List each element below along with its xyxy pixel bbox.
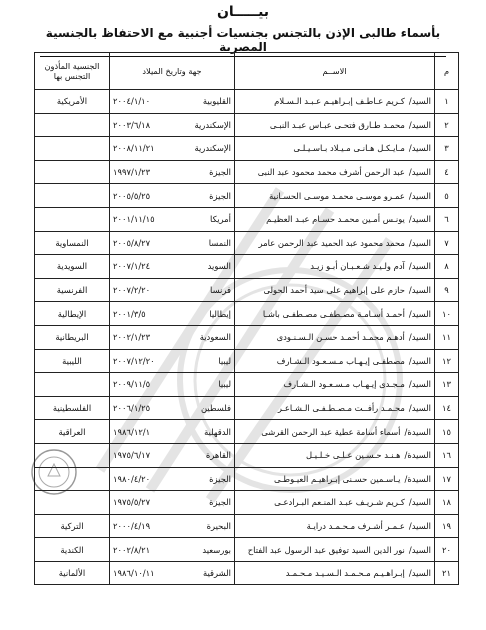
row-name: مصطفـى إيـهـاب مـسـعـود الـشـارف xyxy=(276,355,405,366)
row-birth-place: الدقهلية xyxy=(204,426,231,437)
row-name-cell xyxy=(235,231,435,255)
row-birth-place: الجيزة xyxy=(209,190,231,201)
table-row xyxy=(35,443,459,467)
row-name: محمـد طـارق فتحـى عبـاس عبـد النبـى xyxy=(269,119,405,130)
row-name-cell xyxy=(235,467,435,491)
row-name: محمد محمود عبد الحميد عبد الرحمن عامر xyxy=(258,237,405,248)
row-number: ١٥ xyxy=(435,420,459,444)
row-nationality: الألمانية xyxy=(35,561,110,585)
col-header-birth: جهة وتاريخ الميلاد xyxy=(110,53,235,90)
row-honorific: السيد/ xyxy=(408,403,431,414)
row-birth-place: الإسكندرية xyxy=(194,119,231,130)
row-nationality: الإيطالية xyxy=(35,302,110,326)
row-birth-date: ٢٠٠٢/١/٢٣ xyxy=(113,332,151,343)
row-nationality: الكندية xyxy=(35,538,110,562)
row-name: أسماء أسامة عطية عبد الرحمن القرشى xyxy=(261,426,401,437)
row-birth-cell xyxy=(110,514,235,538)
row-honorific: السيد/ xyxy=(408,167,431,178)
row-birth-date: ٢٠٠٤/١/١٠ xyxy=(113,96,151,107)
row-birth-cell xyxy=(110,420,235,444)
row-birth-cell xyxy=(110,561,235,585)
row-honorific: السيدة/ xyxy=(404,473,431,484)
row-number: ١ xyxy=(435,90,459,114)
row-honorific: السيد/ xyxy=(408,332,431,343)
row-nationality: الليبية xyxy=(35,349,110,373)
row-birth-date: ٢٠٠٣/٦/١٨ xyxy=(113,119,151,130)
table-row xyxy=(35,113,459,137)
row-number: ٩ xyxy=(435,278,459,302)
table-row xyxy=(35,373,459,397)
row-birth-date: ١٩٨٦/١٢/١ xyxy=(113,426,151,437)
table-header-row xyxy=(35,53,459,90)
row-birth-cell xyxy=(110,207,235,231)
row-honorific: السيد/ xyxy=(408,119,431,130)
row-number: ٣ xyxy=(435,137,459,161)
row-nationality: الفلسطينية xyxy=(35,396,110,420)
table-row xyxy=(35,231,459,255)
row-birth-date: ١٩٨٦/١٠/١١ xyxy=(113,568,155,579)
row-birth-cell xyxy=(110,184,235,208)
row-name: أحمـد أسـامـة مصـطفـى مصـطفـى باشـا xyxy=(262,308,405,319)
table-row xyxy=(35,184,459,208)
row-nationality xyxy=(35,207,110,231)
row-birth-cell xyxy=(110,113,235,137)
row-name-cell xyxy=(235,90,435,114)
row-birth-place: فرنسا xyxy=(210,285,231,296)
row-nationality xyxy=(35,137,110,161)
row-birth-cell xyxy=(110,349,235,373)
row-honorific: السيد/ xyxy=(408,237,431,248)
table-row xyxy=(35,325,459,349)
row-number: ١٤ xyxy=(435,396,459,420)
table-row xyxy=(35,514,459,538)
row-nationality: الأمريكية xyxy=(35,90,110,114)
row-name-cell xyxy=(235,207,435,231)
row-number: ٤ xyxy=(435,160,459,184)
table-row xyxy=(35,278,459,302)
row-birth-cell xyxy=(110,396,235,420)
row-birth-place: القليوبية xyxy=(202,96,231,107)
row-birth-date: ٢٠٠٨/١١/٢١ xyxy=(113,143,155,154)
row-name-cell xyxy=(235,443,435,467)
row-name: محـمـد رأفــت مـصـطـفـى الـشـاعـر xyxy=(277,403,405,414)
row-birth-place: السعودية xyxy=(199,332,231,343)
row-name-cell xyxy=(235,396,435,420)
row-name: إبـراهـيـم مـحـمـد الـسـيـد مـحـمـد xyxy=(285,568,405,579)
row-birth-cell xyxy=(110,443,235,467)
row-birth-date: ٢٠٠٢/٨/٢١ xyxy=(113,544,151,555)
row-name: نور الدين السيد توفيق عبد الرسول عبد الفتاح xyxy=(247,544,405,555)
row-number: ٢٠ xyxy=(435,538,459,562)
row-name-cell xyxy=(235,373,435,397)
row-honorific: السيد/ xyxy=(408,520,431,531)
row-nationality xyxy=(35,467,110,491)
table-row xyxy=(35,90,459,114)
row-nationality: النمساوية xyxy=(35,231,110,255)
row-number: ٦ xyxy=(435,207,459,231)
row-name: مـايـكـل هـانـى مـيـلاد بـاسـيـلـى xyxy=(293,143,405,154)
row-nationality xyxy=(35,160,110,184)
row-number: ٧ xyxy=(435,231,459,255)
row-honorific: السيد/ xyxy=(408,497,431,508)
row-nationality: السويدية xyxy=(35,255,110,279)
row-name-cell xyxy=(235,491,435,515)
table-row xyxy=(35,538,459,562)
row-number: ١٦ xyxy=(435,443,459,467)
row-birth-place: الجيزة xyxy=(209,497,231,508)
row-name: عمـرو موسـى محمـد موسـى الحسـانية xyxy=(269,190,405,201)
row-birth-cell xyxy=(110,278,235,302)
row-birth-place: أمريكا xyxy=(210,214,231,225)
row-name-cell xyxy=(235,113,435,137)
row-birth-place: الشرقية xyxy=(203,568,231,579)
col-header-num: م xyxy=(435,53,459,90)
row-number: ١٨ xyxy=(435,491,459,515)
row-nationality: العراقية xyxy=(35,420,110,444)
row-name: عبد الرحمن أشرف محمد محمود عبد النبى xyxy=(257,167,405,178)
row-birth-date: ٢٠٠٠/٤/١٩ xyxy=(113,520,151,531)
row-number: ١٢ xyxy=(435,349,459,373)
table-row xyxy=(35,255,459,279)
row-birth-cell xyxy=(110,231,235,255)
row-birth-place: النمسا xyxy=(208,237,231,248)
row-nationality xyxy=(35,184,110,208)
row-birth-place: القاهرة xyxy=(205,450,231,461)
row-number: ٥ xyxy=(435,184,459,208)
row-name: أدهـم محمـد أحمـد حسـن الـسـنـودى xyxy=(276,332,405,343)
row-birth-date: ١٩٨٠/٤/٢٠ xyxy=(113,473,151,484)
row-birth-cell xyxy=(110,302,235,326)
row-name-cell xyxy=(235,160,435,184)
table-row xyxy=(35,561,459,585)
row-honorific: السيد/ xyxy=(408,544,431,555)
row-name: كـريم عـاطـف إبـراهيـم عـبـد الـسـلام xyxy=(274,96,405,107)
row-birth-cell xyxy=(110,467,235,491)
row-birth-cell xyxy=(110,491,235,515)
row-birth-cell xyxy=(110,538,235,562)
row-nationality xyxy=(35,491,110,515)
row-birth-date: ١٩٧٥/٦/١٧ xyxy=(113,450,151,461)
page-title: بيـــــان xyxy=(216,4,270,20)
row-number: ١٩ xyxy=(435,514,459,538)
row-name-cell xyxy=(235,255,435,279)
table-row xyxy=(35,420,459,444)
table-row xyxy=(35,137,459,161)
row-name-cell xyxy=(235,538,435,562)
row-birth-place: السويد xyxy=(207,261,231,272)
row-name: كـريم شـريـف عبـد المنـعم البـرادعـى xyxy=(274,497,405,508)
row-name-cell xyxy=(235,278,435,302)
row-birth-place: بورسعيد xyxy=(202,544,231,555)
row-name-cell xyxy=(235,514,435,538)
row-birth-cell xyxy=(110,160,235,184)
row-birth-place: الجيزة xyxy=(209,167,231,178)
table-row xyxy=(35,467,459,491)
row-honorific: السيد/ xyxy=(408,261,431,272)
row-honorific: السيد/ xyxy=(408,214,431,225)
row-nationality: البريطانية xyxy=(35,325,110,349)
col-header-nationality: الجنسية المأذون التجنس بها xyxy=(35,53,110,90)
row-birth-date: ٢٠٠١/١١/١٥ xyxy=(113,214,155,225)
row-honorific: السيدة/ xyxy=(404,426,431,437)
row-birth-place: إيطاليا xyxy=(209,308,231,319)
col-header-name: الاســم xyxy=(235,53,435,90)
row-honorific: السيد/ xyxy=(408,568,431,579)
table-row xyxy=(35,207,459,231)
row-number: ١٠ xyxy=(435,302,459,326)
row-honorific: السيد/ xyxy=(408,379,431,390)
row-birth-place: البحيرة xyxy=(206,520,231,531)
row-honorific: السيد/ xyxy=(408,355,431,366)
row-name: حازم على إبراهيم على سيد أحمد الحولى xyxy=(263,285,405,296)
table-row xyxy=(35,491,459,515)
row-honorific: السيدة/ xyxy=(404,450,431,461)
row-name-cell xyxy=(235,302,435,326)
row-birth-date: ٢٠٠٦/١/٢٥ xyxy=(113,403,151,414)
row-name: هـنـد حـسـين عـلـى خـلـيـل xyxy=(305,450,401,461)
row-name: آدم ولـيـد شـعـبـان أبـو زيـد xyxy=(310,261,405,272)
row-birth-date: ١٩٩٧/١/٢٣ xyxy=(113,167,151,178)
row-nationality: التركية xyxy=(35,514,110,538)
row-birth-cell xyxy=(110,137,235,161)
row-honorific: السيد/ xyxy=(408,190,431,201)
page-subtitle: بأسماء طالبى الإذن بالتجنس بجنسيات أجنبية مع الاحتفاظ بالجنسية المصرية xyxy=(40,26,446,57)
row-birth-date: ٢٠٠٥/٨/٢٧ xyxy=(113,237,151,248)
row-number: ١٧ xyxy=(435,467,459,491)
row-name-cell xyxy=(235,561,435,585)
row-name: مـجـدى إيـهـاب مـسـعـود الـشـارف xyxy=(283,379,405,390)
row-name-cell xyxy=(235,184,435,208)
row-birth-date: ٢٠٠٧/١/٢٤ xyxy=(113,261,151,272)
row-birth-place: الجيزة xyxy=(209,473,231,484)
row-honorific: السيد/ xyxy=(408,308,431,319)
row-name-cell xyxy=(235,325,435,349)
row-honorific: السيد/ xyxy=(408,285,431,296)
table-row xyxy=(35,160,459,184)
table-row xyxy=(35,302,459,326)
row-birth-date: ٢٠٠٧/٢/٢٠ xyxy=(113,285,151,296)
table-row xyxy=(35,396,459,420)
row-nationality: الفرنسية xyxy=(35,278,110,302)
row-number: ١١ xyxy=(435,325,459,349)
table-row xyxy=(35,349,459,373)
row-birth-place: فلسطين xyxy=(200,403,231,414)
row-birth-date: ٢٠٠٥/٥/٢٥ xyxy=(113,190,151,201)
row-nationality xyxy=(35,113,110,137)
row-birth-cell xyxy=(110,90,235,114)
row-birth-cell xyxy=(110,325,235,349)
applicants-table xyxy=(34,52,459,585)
row-birth-date: ١٩٧٥/٥/٢٧ xyxy=(113,497,151,508)
row-birth-place: الإسكندرية xyxy=(194,143,231,154)
row-birth-date: ٢٠٠٩/١١/٥ xyxy=(113,379,151,390)
row-number: ٢ xyxy=(435,113,459,137)
row-nationality xyxy=(35,373,110,397)
row-birth-date: ٢٠٠١/٣/٥ xyxy=(113,308,146,319)
row-name-cell xyxy=(235,420,435,444)
row-name-cell xyxy=(235,137,435,161)
row-honorific: السيد/ xyxy=(408,143,431,154)
row-birth-date: ٢٠٠٧/١٢/٢٠ xyxy=(113,355,155,366)
row-name: يونـس أمـين محمـد حسـام عبـد العظيـم xyxy=(266,214,405,225)
row-honorific: السيد/ xyxy=(408,96,431,107)
row-birth-place: ليبيا xyxy=(218,355,231,366)
row-name: يـاسـمين حسـنى إبـراهيـم العيـوطـى xyxy=(274,473,401,484)
row-number: ٢١ xyxy=(435,561,459,585)
row-name-cell xyxy=(235,349,435,373)
row-number: ١٣ xyxy=(435,373,459,397)
row-birth-cell xyxy=(110,373,235,397)
row-name: عـمـر أشـرف مـحـمـد درايـة xyxy=(306,520,405,531)
row-birth-cell xyxy=(110,255,235,279)
row-number: ٨ xyxy=(435,255,459,279)
row-nationality xyxy=(35,443,110,467)
row-birth-place: ليبيا xyxy=(218,379,231,390)
